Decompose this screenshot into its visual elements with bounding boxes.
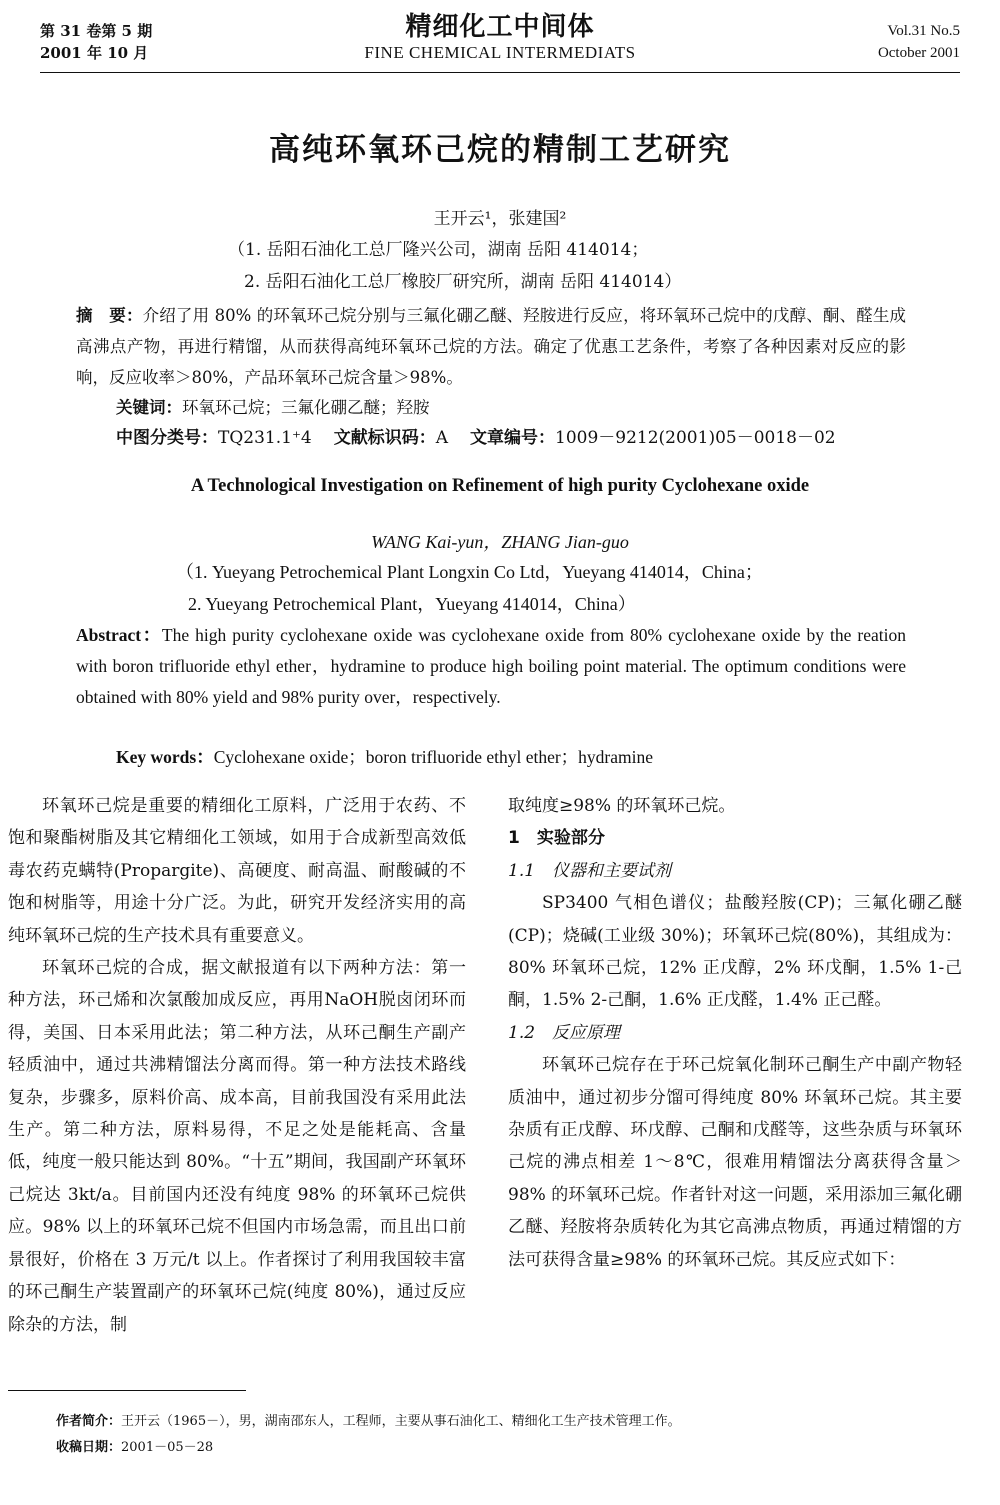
journal-name-cn: 精细化工中间体 [405,12,595,42]
body-paragraph: 环氧环己烷是重要的精细化工原料，广泛用于农药、不饱和聚酯树脂及其它精细化工领域，如用于合成新型高效低毒农药克螨特(Propargite)、高硬度、耐高温、耐酸碱的不饱和树脂等，用途十分广泛。为此，研究开发经济实用的高纯环氧环己烷的生产技术具有重要意义。 [8,796,466,946]
keywords-cn [116,392,430,423]
authors-en: WANG Kai-yun，ZHANG Jian-guo [371,532,629,552]
affiliation-en-2: 2. Yueyang Petrochemical Plant，Yueyang 414014，China） [188,594,636,614]
authors-cn: 王开云¹，张建国² [433,209,567,229]
journal-name-en: FINE CHEMICAL INTERMEDIATS [364,43,636,62]
body-left-column [8,790,466,1341]
article-title-en: A Technological Investigation on Refinement of high purity Cyclohexane oxide [190,476,810,496]
keywords-cn-text: 环氧环己烷；三氟化硼乙醚；羟胺 [182,398,430,417]
author-bio-label: 作者简介： [56,1414,122,1429]
article-title-cn: 高纯环氧环己烷的精制工艺研究 [269,132,731,168]
classification-line [116,423,836,454]
affiliation-cn-1: （1. 岳阳石油化工总厂隆兴公司，湖南 岳阳 414014； [228,240,649,260]
keywords-en-label: Key words： [116,747,214,767]
received-date-label: 收稿日期： [56,1440,122,1455]
article-no-value: 1009－9212(2001)05－0018－02 [555,428,836,448]
abstract-en [76,620,906,713]
body-paragraph: SP3400 气相色谱仪；盐酸羟胺(CP)；三氟化硼乙醚(CP)；烧碱(工业级 30%)；环氧环己烷(80%)，其组成为：80% 环氧环己烷，12% 正戊醇，2% 环戊酮，1.5% 1-己酮，1.5% 2-己酮，1.6% 正戊醛，1.4% 正己醛。 [508,893,962,1011]
doc-code-value: A [435,428,449,448]
keywords-cn-label: 关键词： [116,398,182,417]
abstract-en-label: Abstract： [76,625,162,645]
section-heading: 1 实验部分 [508,828,605,849]
abstract-cn [76,300,906,393]
received-date [56,1436,213,1460]
doc-code-label: 文献标识码： [333,428,436,448]
body-paragraph: 环氧环己烷存在于环己烷氧化制环己酮生产中副产物轻质油中，通过初步分馏可得纯度 80% 环氧环己烷。其主要杂质有正戊醇、环戊醇、己酮和戊醛等，这些杂质与环氧环己烷的沸点相差 1～8℃，很难用精馏法分离获得含量＞98% 的环氧环己烷。作者针对这一问题，采用添加三氟化硼乙醚、羟胺将杂质转化为其它高沸点物质，再通过精馏的方法可获得含量≥98% 的环氧环己烷。其反应式如下： [508,1055,962,1270]
body-paragraph: 取纯度≥98% 的环氧环己烷。 [508,796,736,816]
subsection-heading: 1.1 仪器和主要试剂 [508,860,672,881]
keywords-en [116,742,653,773]
clc-value: TQ231.1⁺4 [218,428,312,448]
affiliation-en-1: （1. Yueyang Petrochemical Plant Longxin Co Ltd，Yueyang 414014，China； [176,562,763,582]
author-bio-text: 王开云（1965－），男，湖南邵东人，工程师，主要从事石油化工、精细化工生产技术管理工作。 [121,1414,681,1429]
body-right-column [508,790,962,1276]
issue-date: 2001 年 10 月 [40,44,149,62]
issue-info-en [878,20,960,64]
keywords-en-text: Cyclohexane oxide；boron trifluoride ethyl ether；hydramine [213,747,654,767]
issue-date-en: October 2001 [877,45,960,61]
abstract-cn-text: 介绍了用 80% 的环氧环己烷分别与三氟化硼乙醚、羟胺进行反应，将环氧环己烷中的戊醇、酮、醛生成高沸点产物，再进行精馏，从而获得高纯环氧环己烷的方法。确定了优惠工艺条件，考察了各种因素对反应的影响，反应收率＞80%，产品环氧环己烷含量＞98%。 [76,306,907,387]
affiliation-cn-2: 2. 岳阳石油化工总厂橡胶厂研究所，湖南 岳阳 414014） [244,272,682,292]
author-bio [56,1410,681,1434]
abstract-cn-label: 摘 要： [76,306,143,325]
journal-name [0,12,1000,64]
body-paragraph: 环氧环己烷的合成，据文献报道有以下两种方法：第一种方法，环己烯和次氯酸加成反应，再用NaOH脱卤闭环而得，美国、日本采用此法；第二种方法，从环己酮生产副产轻质油中，通过共沸精馏法分离而得。第一种方法技术路线复杂，步骤多，原料价高、成本高，目前我国没有采用此法生产。第二种方法，原料易得，不足之处是能耗高、含量低，纯度一般只能达到 80%。“十五”期间，我国副产环氧环己烷达 3kt/a。目前国内还没有纯度 98% 的环氧环己烷供应。98% 以上的环氧环己烷不但国内市场急需，而且出口前景很好，价格在 3 万元/t 以上。作者探讨了利用我国较丰富的环己酮生产装置副产的环氧环己烷(纯度 80%)，通过反应除杂的方法，制 [8,958,466,1335]
clc-label: 中图分类号： [116,428,218,448]
footnote-rule [8,1390,246,1391]
issue-volume-en: Vol.31 No.5 [887,23,960,39]
abstract-en-text: The high purity cyclohexane oxide was cyclohexane oxide from 80% cyclohexane oxide by the reation with boron trifluoride ethyl ether，hydramine to produce high boiling point material. The optimum conditions were obtained with 80% yield and 98% purity over，respectively. [76,625,906,707]
subsection-heading: 1.2 反应原理 [508,1022,621,1043]
issue-volume: 第 31 卷第 5 期 [40,22,153,40]
received-date-value: 2001－05－28 [121,1440,214,1455]
header-rule [40,72,960,73]
article-no-label: 文章编号： [470,428,556,448]
